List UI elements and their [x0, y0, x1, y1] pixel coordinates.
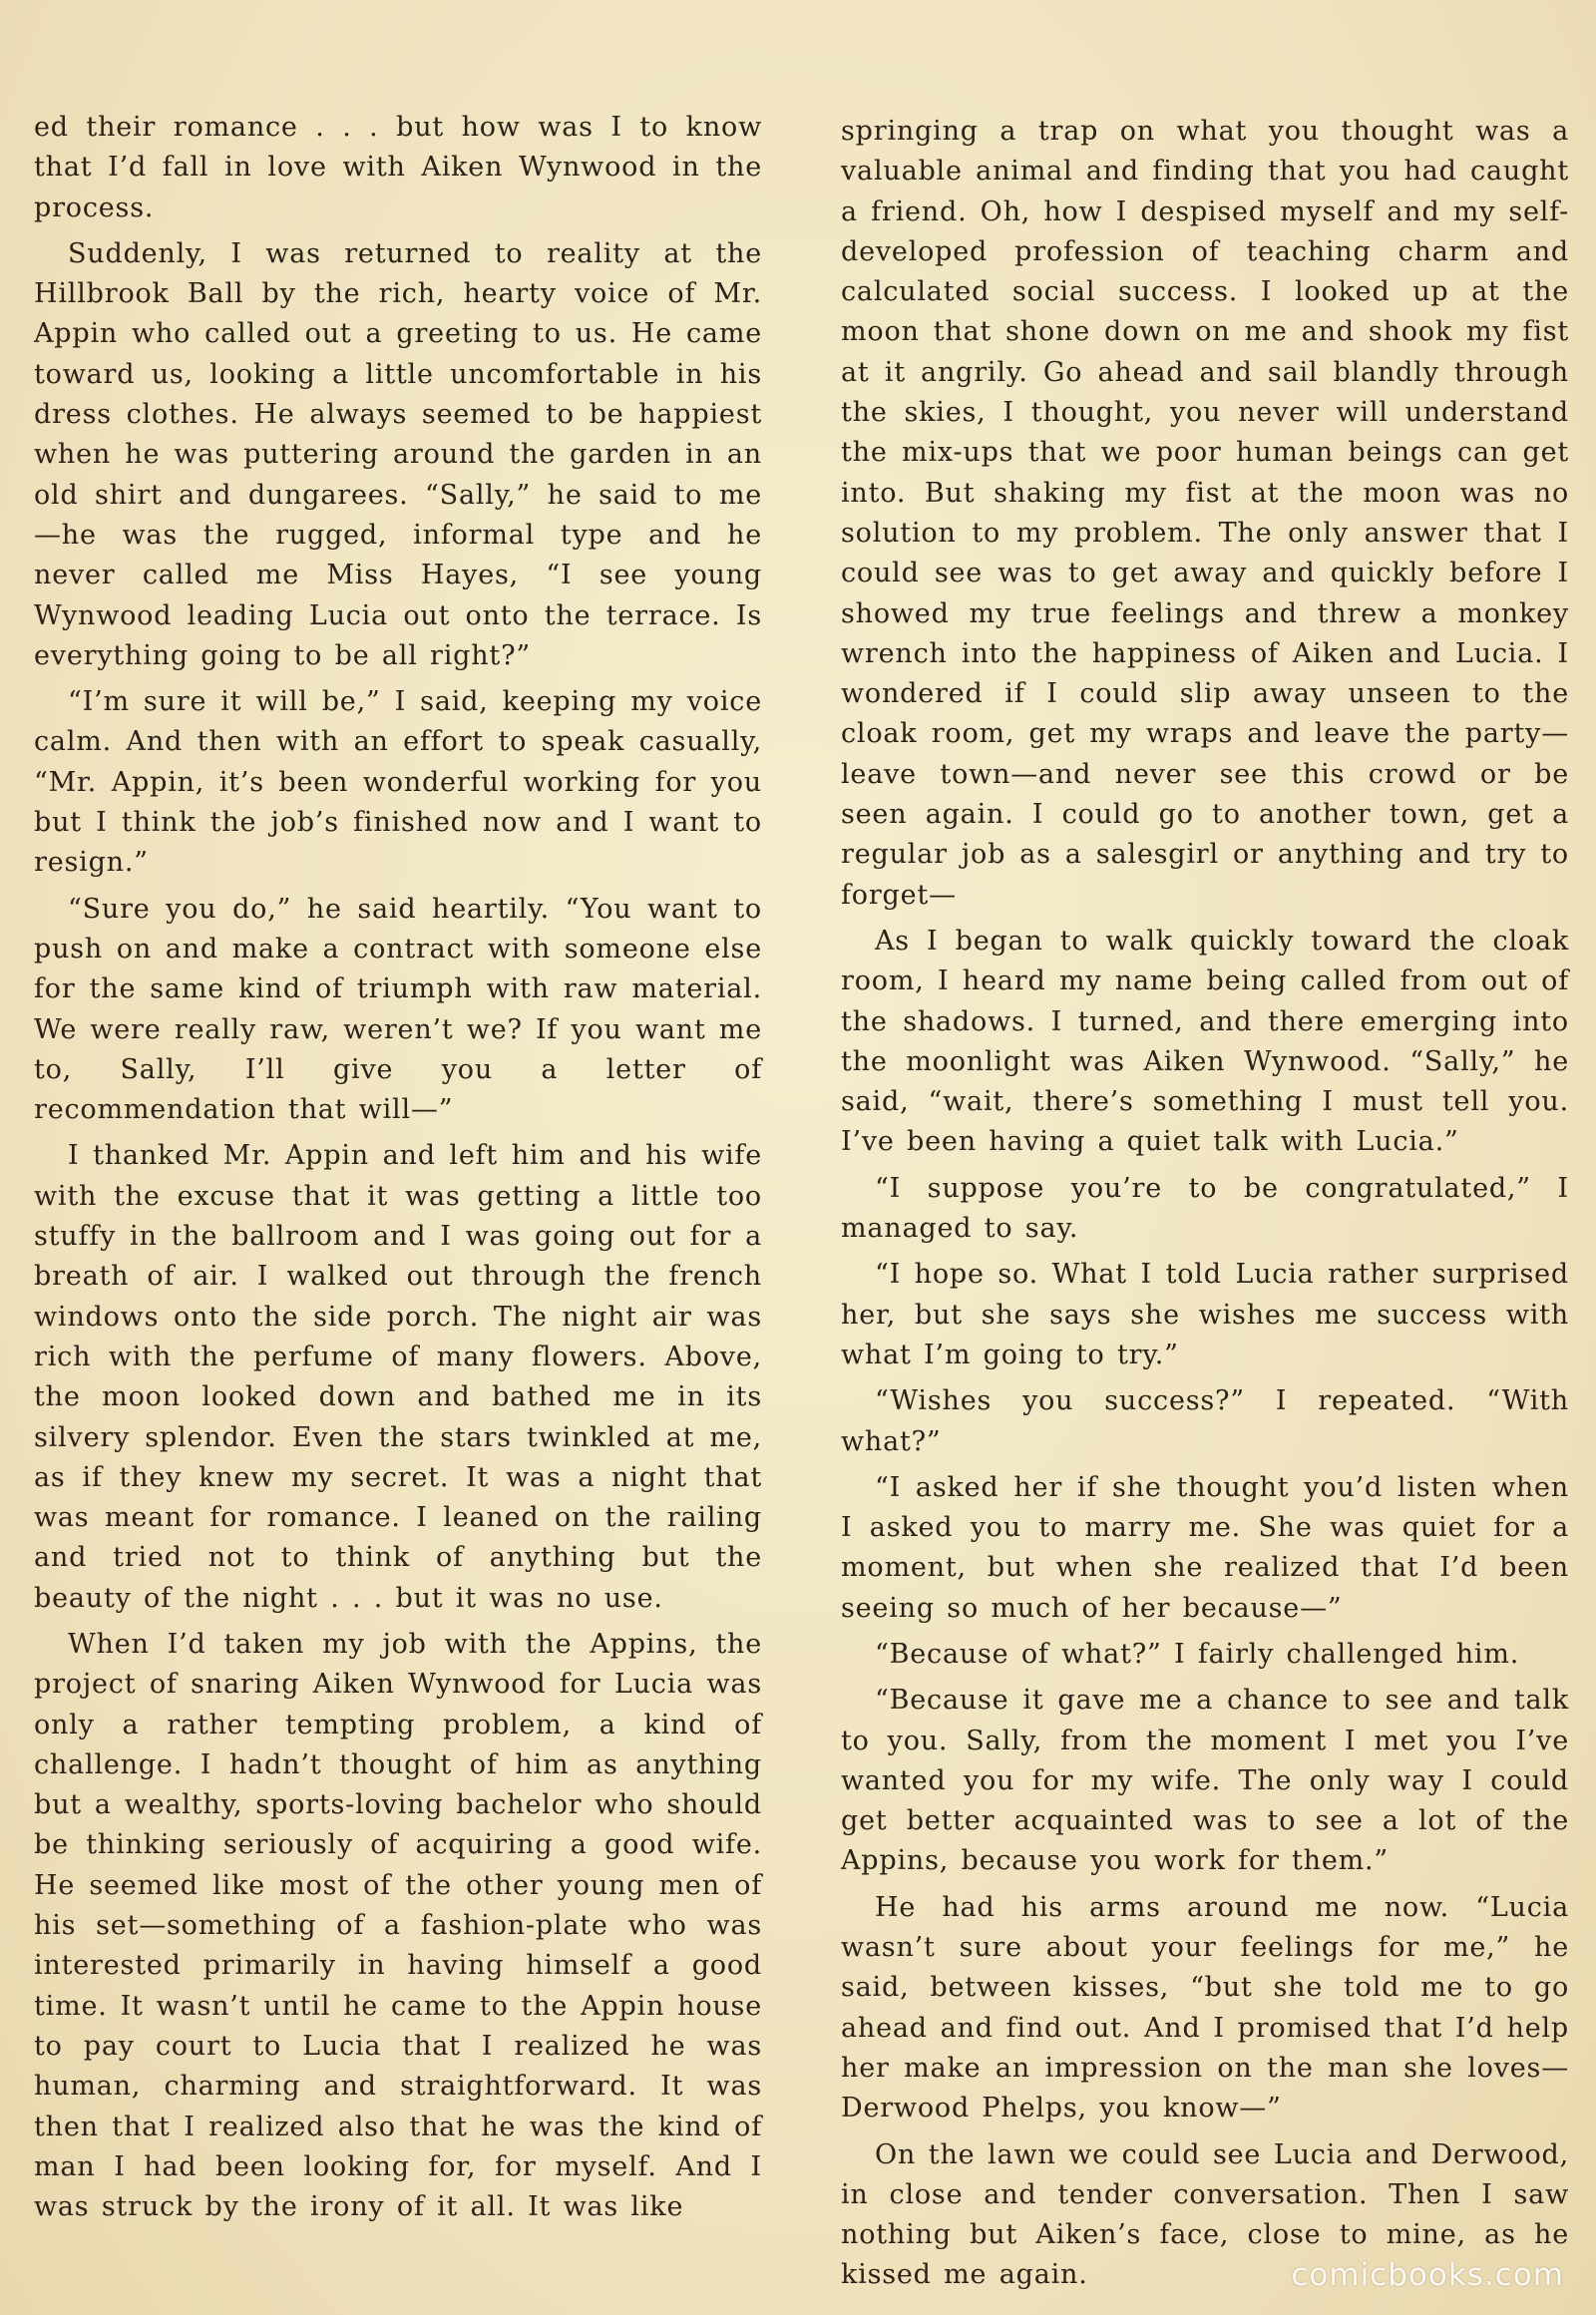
- paragraph: “I hope so. What I told Lucia rather surprised her, but she says she wishes me success with what I’m going to try.”: [841, 1259, 1569, 1370]
- paragraph: “Because of what?” I fairly challenged him.: [875, 1638, 1520, 1670]
- site-watermark: comicbooks.com: [1291, 2257, 1564, 2293]
- paragraph: “I’m sure it will be,” I said, keeping my voice calm. And then with an effort to speak casually, “Mr. Appin, it’s been wonderful working for you but I think the job’s finished now and I want to resign.”: [34, 686, 762, 879]
- paragraph: “I suppose you’re to be congratulated,” I managed to say.: [841, 1172, 1569, 1245]
- paragraph: He had his arms around me now. “Lucia wasn’t sure about your feelings for me,” he said, between kisses, “but she told me to go ahead and find out. And I promised that I’d help her make an impression on the man she loves—Derwood Phelps, you know—”: [841, 1891, 1569, 2124]
- paragraph: “Wishes you success?” I repeated. “With what?”: [841, 1385, 1569, 1457]
- paragraph: I thanked Mr. Appin and left him and his wife with the excuse that it was getting a little too stuffy in the ballroom and I was going out for a breath of air. I walked out through the french windows onto the side porch. The night air was rich with the perfume of many flowers. Above, the moon looked down and bathed me in its silvery splendor. Even the stars twinkled at me, as if they knew my secret. It was a night that was meant for romance. I leaned on the railing and tried not to think of anything but the beauty of the night . . . but it was no use.: [34, 1140, 762, 1614]
- right-text-column: [841, 112, 1569, 2302]
- paragraph: As I began to walk quickly toward the cloak room, I heard my name being called from out of the shadows. I turned, and there emerging into the moonlight was Aiken Wynwood. “Sally,” he said, “wait, there’s something I must tell you. I’ve been having a quiet talk with Lucia.”: [841, 925, 1569, 1158]
- paragraph: Suddenly, I was returned to reality at the Hillbrook Ball by the rich, hearty voice of Mr. Appin who called out a greeting to us. He came toward us, looking a little uncomfortable in his dress clothes. He always seemed to be happiest when he was puttering around the garden in an old shirt and dungarees. “Sally,” he said to me —he was the rugged, informal type and he never called me Miss Hayes, “I see young Wynwood leading Lucia out onto the terrace. Is everything going to be all right?”: [34, 237, 762, 671]
- left-text-column: [34, 108, 762, 2233]
- paragraph: “Sure you do,” he said heartily. “You want to push on and make a contract with someone else for the same kind of triumph with raw material. We were really raw, weren’t we? If you want me to, Sally, I’ll give you a letter of recommendation that will—”: [34, 893, 762, 1126]
- paragraph: On the lawn we could see Lucia and Derwood, in close and tender conversation. Then I saw nothing but Aiken’s face, close to mine, as he kissed me again.: [841, 2138, 1569, 2291]
- paragraph: “Because it gave me a chance to see and talk to you. Sally, from the moment I met you I’ve wanted you for my wife. The only way I could get better acquainted was to see a lot of the Appins, because you work for them.”: [841, 1685, 1569, 1877]
- paragraph: springing a trap on what you thought was a valuable animal and finding that you had caught a friend. Oh, how I despised myself and my self-developed profession of teaching charm and calculated social success. I looked up at the moon that shone down on me and shook my fist at it angrily. Go ahead and sail blandly through the skies, I thought, you never will understand the mix-ups that we poor human beings can get into. But shaking my fist at the moon was no solution to my problem. The only answer that I could see was to get away and quickly before I showed my true feelings and threw a monkey wrench into the happiness of Aiken and Lucia. I wondered if I could slip away unseen to the cloak room, get my wraps and leave the party— leave town—and never see this crowd or be seen again. I could go to another town, get a regular job as a salesgirl or anything and try to forget—: [841, 116, 1569, 911]
- paragraph: ed their romance . . . but how was I to know that I’d fall in love with Aiken Wynwood in the process.: [34, 112, 762, 223]
- paragraph: “I asked her if she thought you’d listen when I asked you to marry me. She was quiet for a moment, but when she realized that I’d been seeing so much of her because—”: [841, 1471, 1569, 1624]
- paragraph: When I’d taken my job with the Appins, the project of snaring Aiken Wynwood for Lucia was only a rather tempting problem, a kind of challenge. I hadn’t thought of him as anything but a wealthy, sports-loving bachelor who should be thinking seriously of acquiring a good wife. He seemed like most of the other young men of his set—something of a fashion-plate who was interested primarily in having himself a good time. It wasn’t until he came to the Appin house to pay court to Lucia that I realized he was human, charming and straightforward. It was then that I realized also that he was the kind of man I had been looking for, for myself. And I was struck by the irony of it all. It was like: [34, 1628, 762, 2223]
